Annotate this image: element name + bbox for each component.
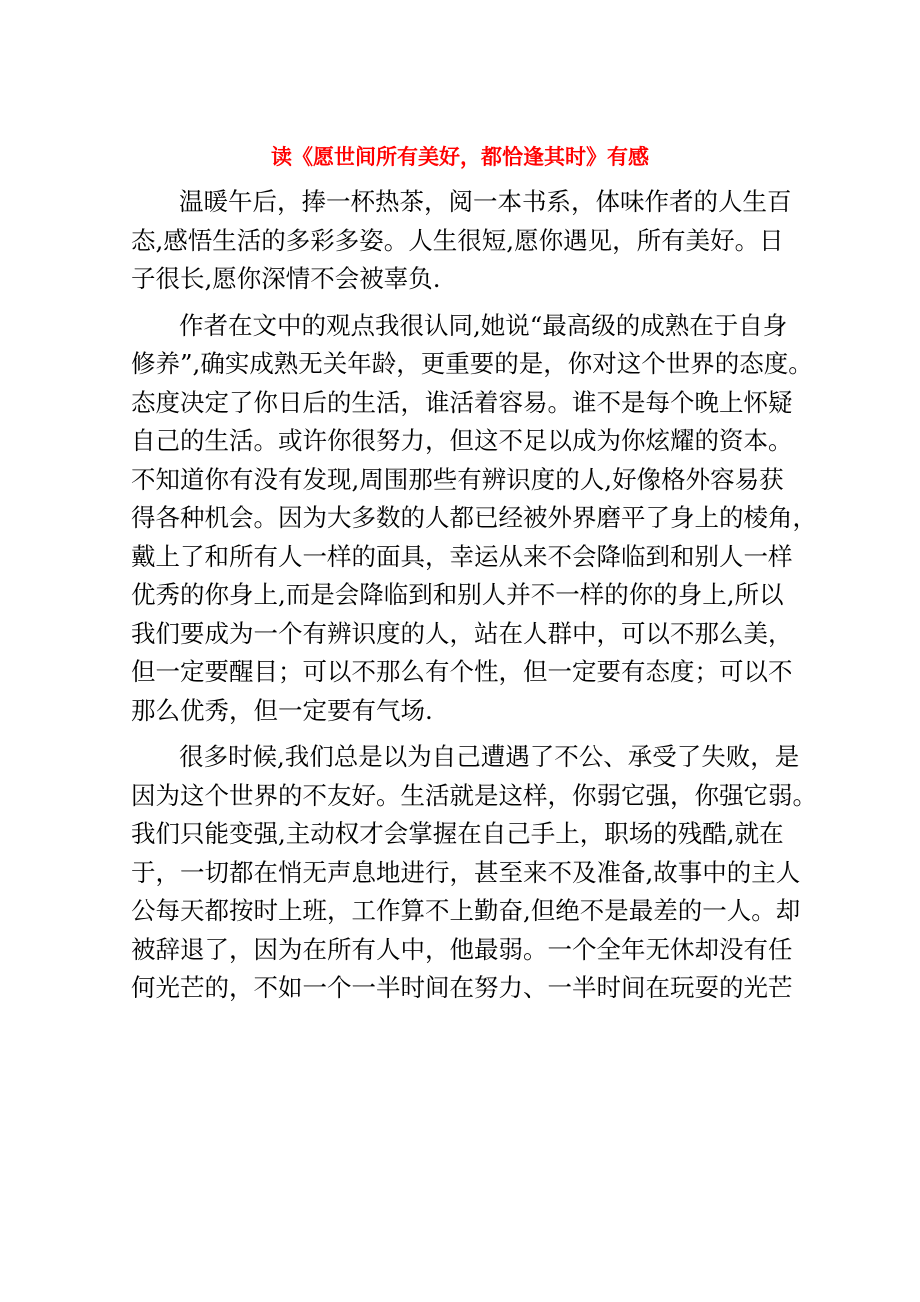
paragraph-line: 但一定要醒目；可以不那么有个性，但一定要有态度；可以不: [131, 657, 793, 686]
paragraph-line: 修养”,确实成熟无关年龄，更重要的是，你对这个世界的态度。: [131, 349, 813, 378]
paragraph-line: 何光芒的，不如一个一半时间在努力、一半时间在玩耍的光芒: [131, 973, 793, 1002]
paragraph-line: 很多时候,我们总是以为自己遭遇了不公、承受了失败，是: [179, 742, 800, 771]
paragraph-line: 温暖午后，捧一杯热茶，阅一本书系，体味作者的人生百: [179, 187, 792, 216]
paragraph-1: [131, 183, 799, 299]
paragraph-line: 我们要成为一个有辨识度的人，站在人群中，可以不那么美，: [131, 618, 793, 648]
paragraph-line: 被辞退了，因为在所有人中，他最弱。一个全年无休却没有任: [131, 934, 793, 964]
paragraph-line: 优秀的你身上,而是会降临到和别人并不一样的你的身上,所以: [131, 580, 784, 609]
paragraph-line: 于，一切都在悄无声息地进行，甚至来不及准备,故事中的主人: [131, 857, 801, 887]
paragraph-line: 不知道你有没有发现,周围那些有辨识度的人,好像格外容易获: [131, 464, 784, 494]
document-body: [131, 183, 817, 1008]
paragraph-line: 得各种机会。因为大多数的人都已经被外界磨平了身上的棱角，: [131, 503, 817, 532]
paragraph-line: 子很长,愿你深情不会被辜负.: [131, 264, 441, 293]
paragraph-line: 自己的生活。或许你很努力，但这不足以成为你炫耀的资本。: [131, 426, 793, 455]
paragraph-line: 我们只能变强,主动权才会掌握在自己手上，职场的残酷,就在: [131, 819, 784, 848]
paragraph-line: 那么优秀，但一定要有气场.: [131, 695, 433, 725]
paragraph-line: 戴上了和所有人一样的面具，幸运从来不会降临到和别人一样: [131, 541, 793, 571]
paragraph-line: 公每天都按时上班，工作算不上勤奋,但绝不是最差的一人。却: [131, 896, 801, 925]
paragraph-3: [131, 738, 817, 1008]
paragraph-line: 作者在文中的观点我很认同,她说“最高级的成熟在于自身: [179, 310, 788, 340]
paragraph-line: 态度决定了你日后的生活，谁活着容易。谁不是每个晚上怀疑: [131, 387, 793, 417]
paragraph-line: 因为这个世界的不友好。生活就是这样，你弱它强，你强它弱。: [131, 780, 817, 810]
paragraph-2: [131, 307, 817, 731]
paragraph-line: 态,感悟生活的多彩多姿。人生很短,愿你遇见，所有美好。日: [131, 225, 784, 255]
document-title: 读《愿世间所有美好，都恰逢其时》有感: [271, 145, 649, 169]
